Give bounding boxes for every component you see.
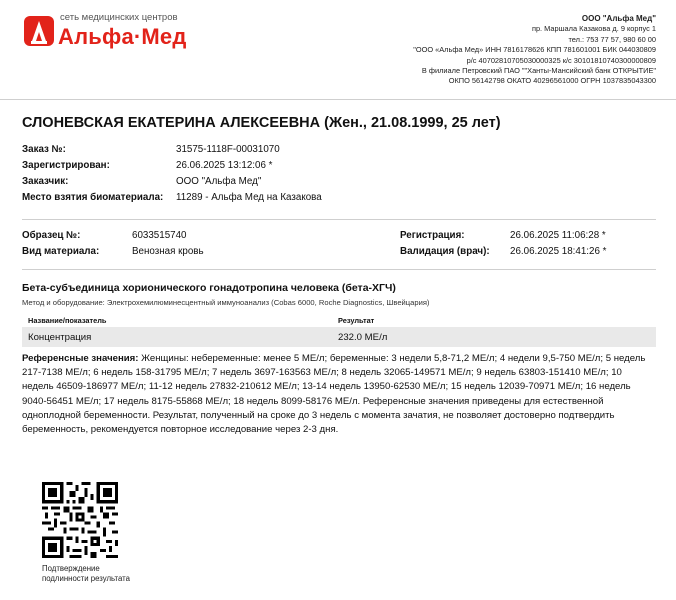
- test-title: Бета-субъединица хорионического гонадотропина человека (бета-ХГЧ): [22, 282, 396, 294]
- sample-info: [22, 230, 656, 262]
- result-value: 232.0 МЕ/л: [338, 332, 388, 343]
- reference-values: [22, 352, 654, 437]
- qr-caption-line: подлинности результата: [42, 574, 130, 583]
- company-requisites: [326, 14, 656, 87]
- material-value: Венозная кровь: [132, 246, 204, 257]
- registered-label: Зарегистрирован:: [22, 160, 110, 171]
- test-method: Метод и оборудование: Электрохемилюминесцентный иммуноанализ (Cobas 6000, Roche Diagnostics, Швейцария): [22, 298, 430, 307]
- results-table-header: [22, 315, 656, 327]
- requisite-line: пр. Маршала Казакова д. 9 корпус 1: [531, 24, 656, 34]
- validation-label: Валидация (врач):: [400, 246, 490, 257]
- patient-title: СЛОНЕВСКАЯ ЕКАТЕРИНА АЛЕКСЕЕВНА (Жен., 21.08.1999, 25 лет): [22, 115, 501, 131]
- verification-qr-icon[interactable]: [42, 482, 118, 558]
- requisite-line: тел.: 753 77 57, 980 60 00: [568, 34, 656, 44]
- section-divider: [22, 269, 656, 270]
- requisite-line: ООО "Альфа Мед": [581, 14, 656, 23]
- qr-caption: [42, 564, 182, 584]
- place-label: Место взятия биоматериала:: [22, 192, 164, 203]
- network-label: сеть медицинских центров: [60, 12, 178, 23]
- reference-text: Женщины: небеременные: менее 5 МЕ/л; беременные: 3 недели 5,8-71,2 МЕ/л; 4 недели 9,5-750 МЕ/л; 5 недель 217-7138 МЕ/л; 6 недель 158-31795 МЕ/л; 7 недель 3697-163563 МЕ/л; 8 недель 32065-149571 МЕ/л; 9 недель 63803-151410 МЕ/л; 10 недель 46509-186977 МЕ/л; 11-12 недель 27832-210612 МЕ/л; 13-14 недель 13950-62530 МЕ/л; 15 недель 12039-70971 МЕ/л; 16 недель 9040-56451 МЕ/л; 17 недель 8175-55868 МЕ/л; 18 недель 8099-58176 МЕ/л. Референсные значения приведены для естественной одноплодной беременности. Результат, полученный на сроке до 3 недель с момента зачатия, не позволяет достоверно подтвердить беременность, рекомендуется повторное исследование через 2-3 дня.: [22, 353, 646, 436]
- reference-label: Референсные значения:: [22, 353, 139, 364]
- requisite-line: ОКПО 56142798 ОКАТО 40296561000 ОГРН 1037835043300: [448, 76, 656, 86]
- registered-value: 26.06.2025 13:12:06 *: [176, 160, 273, 171]
- alfa-med-logo-icon: [22, 14, 56, 48]
- order-info: [22, 144, 642, 214]
- requisite-line: "ООО «Альфа Мед» ИНН 7816178626 КПП 781601001 БИК 044030809: [413, 45, 656, 55]
- validation-value: 26.06.2025 18:41:26 *: [510, 246, 607, 257]
- requisite-line: В филиале Петровский ПАО ""Ханты-Мансийский банк ОТКРЫТИЕ": [421, 66, 656, 76]
- order-number-label: Заказ №:: [22, 144, 66, 155]
- sample-id-label: Образец №:: [22, 230, 81, 241]
- material-label: Вид материала:: [22, 246, 100, 257]
- registration-label: Регистрация:: [400, 230, 465, 241]
- registration-value: 26.06.2025 11:06:28 *: [510, 230, 606, 241]
- col-result-header: Результат: [338, 316, 375, 325]
- qr-caption-line: Подтверждение: [42, 564, 100, 573]
- section-divider: [22, 219, 656, 220]
- header-divider: [0, 99, 676, 100]
- requisite-line: р/с 40702810705030000325 к/с 30101810740300000809: [466, 55, 656, 65]
- result-name: Концентрация: [28, 332, 92, 343]
- col-name-header: Название/показатель: [28, 316, 107, 325]
- table-row: [22, 327, 656, 347]
- sample-id: 6033515740: [132, 230, 187, 241]
- brand-name: Альфа·Мед: [58, 24, 187, 49]
- customer-value: ООО "Альфа Мед": [176, 176, 262, 187]
- place-value: 11289 - Альфа Мед на Казакова: [176, 192, 322, 203]
- customer-label: Заказчик:: [22, 176, 69, 187]
- order-number: 31575-1118F-00031070: [176, 144, 280, 155]
